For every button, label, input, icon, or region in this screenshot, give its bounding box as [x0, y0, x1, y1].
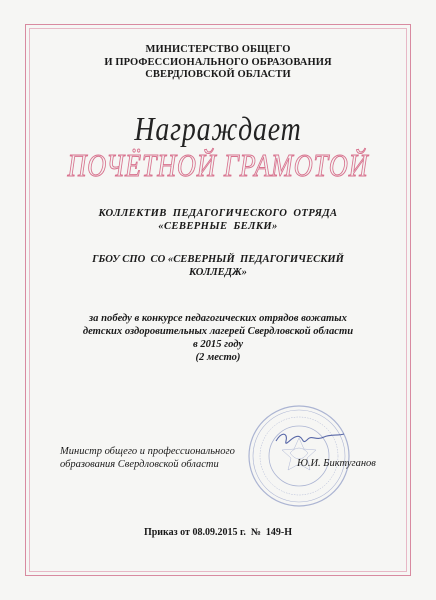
organization-line-2: КОЛЛЕДЖ» [189, 267, 247, 278]
reason-line-3: в 2015 году [192, 339, 244, 350]
gramota-heading: ПОЧЁТНОЙ ГРАМОТОЙ [67, 147, 369, 183]
minister-title-line-1: Министр общего и профессионального [60, 446, 235, 457]
reason-line-1: за победу в конкурсе педагогических отрядов вожатых [89, 313, 347, 324]
awards-heading: Награждает [134, 111, 302, 148]
order-reference: Приказ от 08.09.2015 г. № 149-Н [143, 527, 293, 538]
minister-title-line-2: образования Свердловской области [60, 459, 219, 470]
organization-line-1: ГБОУ СПО СО «СЕВЕРНЫЙ ПЕДАГОГИЧЕСКИЙ [92, 254, 344, 265]
signature-icon [276, 434, 344, 443]
ministry-line-1: МИНИСТЕРСТВО ОБЩЕГО [145, 44, 291, 55]
ministry-line-2: И ПРОФЕССИОНАЛЬНОГО ОБРАЗОВАНИЯ [104, 56, 332, 68]
recipient-line-2: «СЕВЕРНЫЕ БЕЛКИ» [158, 221, 278, 232]
minister-title [60, 445, 235, 471]
reason-line-4: (2 место) [195, 352, 241, 363]
organization-name [40, 253, 396, 279]
recipient-name [40, 207, 396, 233]
recipient-line-1: КОЛЛЕКТИВ ПЕДАГОГИЧЕСКОГО ОТРЯДА [98, 208, 338, 219]
minister-name: Ю.И. Биктуганов [297, 458, 376, 469]
reason-line-2: детских оздоровительных лагерей Свердловской области [82, 326, 354, 337]
official-seal-icon [246, 403, 352, 509]
ministry-header [0, 44, 436, 82]
award-reason [40, 312, 396, 364]
ministry-line-3: СВЕРДЛОВСКОЙ ОБЛАСТИ [145, 69, 291, 80]
